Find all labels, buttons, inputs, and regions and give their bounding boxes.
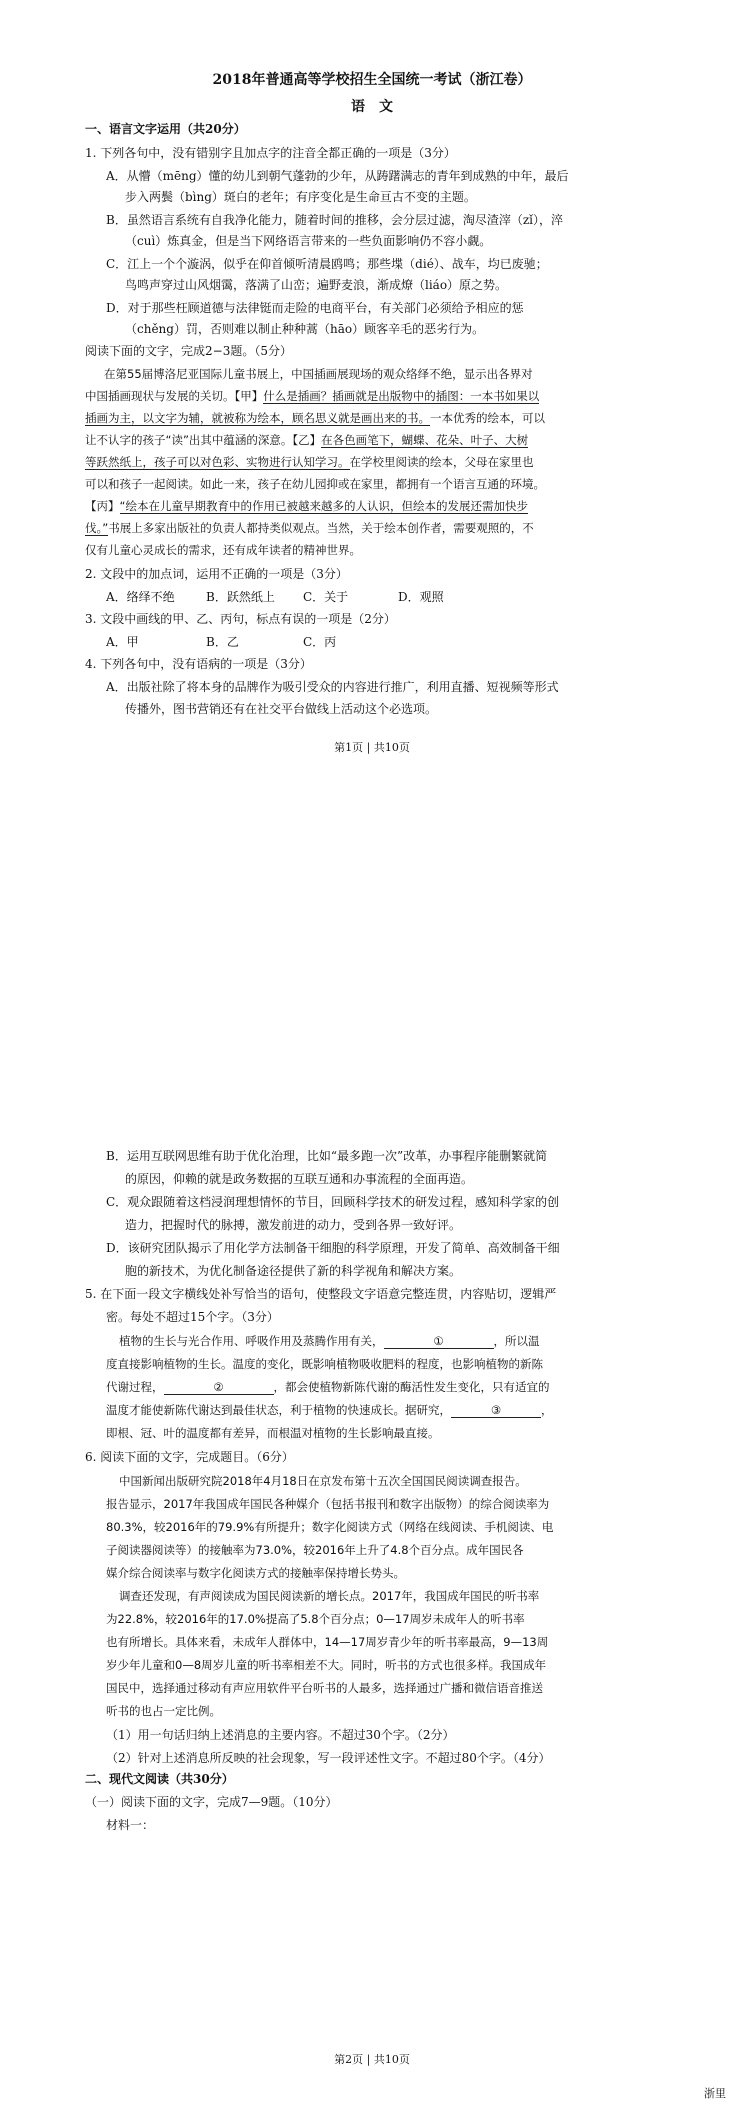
underlined-sentence-bing-cont: 伐。”: [85, 521, 109, 535]
q5-text: 代谢过程，: [106, 1380, 164, 1394]
passage-line-2: [85, 388, 539, 404]
passage-text: 一本优秀的绘本，可以: [430, 411, 545, 425]
answer-blank-3[interactable]: ③: [451, 1403, 541, 1418]
q6-text-line-1: 中国新闻出版研究院2018年4月18日在京发布第十五次全国国民阅读调查报告。: [119, 1474, 527, 1488]
q3-option-c: C．丙: [303, 635, 337, 649]
q5-text-line-1: [119, 1333, 540, 1349]
q4-option-b: B．运用互联网思维有助于优化治理，比如“最多跑一次”改革，办事程序能删繁就简: [106, 1149, 548, 1163]
underlined-sentence-jia: 什么是插画？插画就是出版物中的插图：一本书如果以: [263, 389, 540, 403]
passage-line-5: [85, 454, 534, 470]
q1-option-a: A．从懵（mēng）懂的幼儿到朝气蓬勃的少年，从踌躇满志的青年到成熟的中年，最后: [106, 169, 569, 183]
q2-option-d: D．观照: [398, 590, 444, 604]
q4-option-d: D．该研究团队揭示了用化学方法制备干细胞的科学原理，开发了简单、高效制备干细: [106, 1241, 560, 1255]
passage-text: 在学校里阅读的绘本，父母在家里也: [349, 455, 534, 469]
subject-title: 语 文: [351, 99, 393, 115]
underlined-sentence-yi: 在各色画笔下，蝴蝶、花朵、叶子、大树: [321, 433, 529, 447]
underlined-sentence-yi-cont: 等跃然纸上，孩子可以对色彩、实物进行认知学习。: [85, 455, 350, 469]
q5-text-line-4: [106, 1402, 553, 1418]
q6-text-line-9: 岁少年儿童和0—8周岁儿童的听书率相差不大。同时，听书的方式也很多样。我国成年: [106, 1658, 547, 1672]
page-footer-2: 第2页 | 共10页: [334, 2053, 410, 2066]
q6-text-line-8: 也有所增长。具体来看，未成年人群体中，14—17周岁青少年的听书率最高，9—13周: [106, 1635, 549, 1649]
q4-option-a-cont: 传播外，图书营销还有在社交平台做线上活动这个必选项。: [125, 702, 438, 716]
q4-option-c: C．观众跟随着这档浸润理想情怀的节目，回顾科学技术的研发过程，感知科学家的创: [106, 1195, 560, 1209]
q6-text-line-6: 调查还发现，有声阅读成为国民阅读新的增长点。2017年，我国成年国民的听书率: [119, 1589, 540, 1603]
q1-option-b-cont: （cuì）炼真金，但是当下网络语言带来的一些负面影响仍不容小觑。: [125, 234, 492, 248]
q1-stem: 1. 下列各句中，没有错别字且加点字的注音全都正确的一项是（3分）: [85, 146, 456, 160]
q1-option-c: C．江上一个个漩涡，似乎在仰首倾听清晨鸥鸣；那些堞（dié）、战车，均已废驰；: [106, 257, 548, 271]
q6-text-line-11: 听书的也占一定比例。: [106, 1704, 221, 1718]
q6-text-line-3: 80.3%，较2016年的79.9%有所提升；数字化阅读方式（网络在线阅读、手机阅读、电: [106, 1520, 554, 1534]
q6-subquestion-2: （2）针对上述消息所反映的社会现象，写一段评述性文字。不超过80个字。（4分）: [106, 1751, 551, 1765]
answer-blank-1[interactable]: ①: [384, 1334, 494, 1349]
q5-stem-cont: 密。每处不超过15个字。（3分）: [106, 1310, 279, 1324]
page-footer-1: 第1页 | 共10页: [334, 741, 410, 754]
q3-option-a: A．甲: [106, 635, 139, 649]
q4-option-d-cont: 胞的新技术，为优化制备途径提供了新的科学视角和解决方案。: [125, 1264, 462, 1278]
q5-text: 植物的生长与光合作用、呼吸作用及蒸腾作用有关，: [119, 1334, 384, 1348]
answer-blank-2[interactable]: ②: [164, 1380, 274, 1395]
q4-option-b-cont: 的原因，仰赖的就是政务数据的互联互通和办事流程的全面再造。: [125, 1172, 474, 1186]
passage-text: 【丙】: [85, 499, 120, 513]
q5-text: 温度才能使新陈代谢达到最佳状态，利于植物的快速成长。据研究，: [106, 1403, 451, 1417]
q1-option-c-cont: 鸟鸣声穿过山风烟霭，落满了山峦；遍野麦浪，渐成燎（liáo）原之势。: [125, 278, 508, 292]
q4-option-a: A．出版社除了将本身的品牌作为吸引受众的内容进行推广，利用直播、短视频等形式: [106, 680, 559, 694]
q5-text: ，: [541, 1403, 553, 1417]
passage-text: 让不认字的孩子“读”出其中蕴涵的深意。【乙】: [85, 433, 322, 447]
underlined-sentence-bing: “绘本在儿童早期教育中的作用已被越来越多的人认识，但绘本的发展还需加快步: [119, 499, 528, 513]
exam-title: 2018年普通高等学校招生全国统一考试（浙江卷）: [212, 72, 532, 88]
underlined-sentence-jia-cont: 插画为主，以文字为辅，就被称为绘本，顾名思义就是画出来的书。: [85, 411, 430, 425]
q2-option-c: C．关于: [303, 590, 349, 604]
q6-text-line-2: 报告显示，2017年我国成年国民各种媒介（包括书报刊和数字出版物）的综合阅读率为: [106, 1497, 550, 1511]
q5-text: ，所以温: [493, 1334, 540, 1348]
q2-stem: 2. 文段中的加点词，运用不正确的一项是（3分）: [85, 567, 348, 581]
passage-line-6: 可以和孩子一起阅读。如此一来，孩子在幼儿园抑或在家里，都拥有一个语言互通的环境。: [85, 477, 545, 491]
section-2-heading: 二、现代文阅读（共30分）: [85, 1772, 234, 1786]
material-1-label: 材料一：: [106, 1818, 155, 1832]
passage-text: 书展上多家出版社的负责人都持类似观点。当然，关于绘本创作者，需要观照的，不: [108, 521, 534, 535]
passage-line-1: 在第55届博洛尼亚国际儿童书展上，中国插画展现场的观众络绎不绝，显示出各界对: [104, 367, 533, 381]
passage-text: 中国插画现状与发展的关切。【甲】: [85, 389, 264, 403]
passage-line-4: [85, 432, 528, 448]
q4-stem: 4. 下列各句中，没有语病的一项是（3分）: [85, 657, 312, 671]
q5-text-line-2: 度直接影响植物的生长。温度的变化，既影响植物吸收肥料的程度，也影响植物的新陈: [106, 1357, 543, 1371]
q1-option-d: D．对于那些枉顾道德与法律铤而走险的电商平台，有关部门必须给予相应的惩: [106, 301, 524, 315]
q2-option-b: B．跃然纸上: [206, 590, 275, 604]
section-1-heading: 一、语言文字运用（共20分）: [85, 122, 246, 136]
q1-option-a-cont: 步入两鬓（bìng）斑白的老年；有序变化是生命亘古不变的主题。: [125, 190, 476, 204]
passage-line-9: 仅有儿童心灵成长的需求，还有成年读者的精神世界。: [85, 543, 361, 557]
q6-subquestion-1: （1）用一句话归纳上述消息的主要内容。不超过30个字。（2分）: [106, 1728, 455, 1742]
q4-option-c-cont: 造力，把握时代的脉搏，激发前进的动力，受到各界一致好评。: [125, 1218, 462, 1232]
q5-text-line-5: 即根、冠、叶的温度都有差异，而根温对植物的生长影响最直接。: [106, 1426, 440, 1440]
q1-option-b: B．虽然语言系统有自我净化能力，随着时间的推移，会分层过滤，淘尽渣滓（zǐ），淬: [106, 213, 563, 227]
exam-page-2: [0, 1040, 744, 2104]
q6-text-line-7: 为22.8%，较2016年的17.0%提高了5.8个百分点；0—17周岁未成年人的听书率: [106, 1612, 525, 1626]
q3-options: [106, 634, 336, 650]
q1-option-d-cont: （chěng）罚，否则难以制止种种蒿（hāo）顾客辛毛的恶劣行为。: [125, 322, 485, 336]
passage-line-7: [85, 498, 528, 514]
q3-stem: 3. 文段中画线的甲、乙、丙句，标点有误的一项是（2分）: [85, 612, 396, 626]
q2-option-a: A．络绎不绝: [106, 590, 175, 604]
reading-intro-2-3: 阅读下面的文字，完成2−3题。（5分）: [85, 344, 292, 358]
q6-text-line-4: 子阅读器阅读等）的接触率为73.0%，较2016年上升了4.8个百分点。成年国民各: [106, 1543, 524, 1557]
corner-watermark: 浙里: [704, 2087, 726, 2100]
q5-text-line-3: [106, 1379, 550, 1395]
q6-stem: 6. 阅读下面的文字，完成题目。（6分）: [85, 1450, 294, 1464]
q2-options: [106, 589, 444, 605]
subsection-1-intro: （一）阅读下面的文字，完成7—9题。（10分）: [85, 1795, 338, 1809]
q6-text-line-5: 媒介综合阅读率与数字化阅读方式的接触率保持增长势头。: [106, 1566, 405, 1580]
q6-text-line-10: 国民中，选择通过移动有声应用软件平台听书的人最多，选择通过广播和微信语音推送: [106, 1681, 543, 1695]
q5-text: ，都会使植物新陈代谢的酶活性发生变化，只有适宜的: [273, 1380, 550, 1394]
exam-page-1: [0, 0, 744, 1040]
passage-line-3: [85, 410, 545, 426]
q5-stem: 5. 在下面一段文字横线处补写恰当的语句，使整段文字语意完整连贯，内容贴切，逻辑严: [85, 1287, 557, 1301]
passage-line-8: [85, 520, 534, 536]
q3-option-b: B．乙: [206, 635, 239, 649]
